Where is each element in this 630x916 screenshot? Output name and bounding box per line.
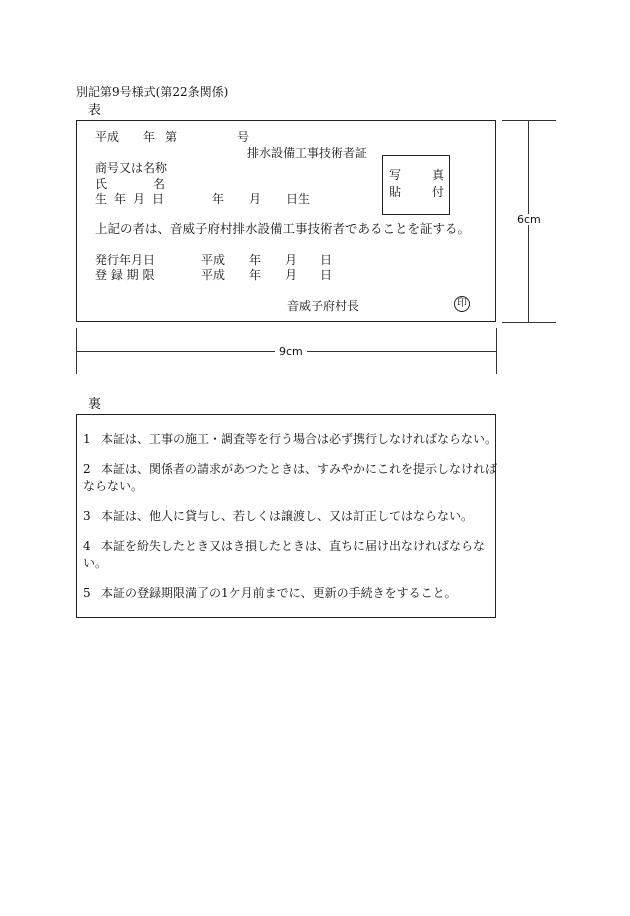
note-5-text: 本証の登録期限満了の1ケ月前までに、更新の手続きをすること。	[101, 586, 457, 600]
card-title: 排水設備工事技術者証	[247, 146, 368, 160]
form-title: 別記第9号様式(第22条関係)	[76, 85, 229, 99]
note-3	[83, 508, 498, 525]
expiry-label: 登 録 期 限	[95, 268, 155, 282]
width-dim-label: 9cm	[275, 346, 307, 357]
shogo-label: 商号又は名称	[95, 161, 168, 175]
birth-label-3: 月	[133, 192, 146, 206]
photo-label-4: 付	[432, 185, 445, 199]
front-dai-label: 第	[165, 130, 178, 144]
note-2-text: 本証は、関係者の請求があつたときは、すみやかにこれを提示しなければならない。	[83, 462, 498, 493]
note-5-number: 5	[83, 586, 91, 600]
birth-label-2: 年	[114, 192, 127, 206]
name-label-1: 氏	[95, 177, 108, 191]
issued-year: 年	[249, 253, 262, 267]
note-2	[83, 461, 498, 495]
note-3-text: 本証は、他人に貸与し、若しくは譲渡し、又は訂正してはならない。	[101, 509, 474, 523]
birth-label-1: 生	[95, 192, 108, 206]
issued-era: 平成	[201, 253, 226, 267]
issued-label: 発行年月日	[95, 253, 156, 267]
height-dim-bottom-line	[502, 322, 556, 323]
certify-text: 上記の者は、音威子府村排水設備工事技術者であることを証する。	[95, 221, 471, 236]
seal-mark: 印	[454, 296, 470, 312]
note-4-number: 4	[83, 539, 91, 553]
note-2-number: 2	[83, 462, 91, 476]
front-heading: 表	[88, 103, 102, 118]
front-go-label: 号	[237, 130, 250, 144]
front-year-label: 年	[143, 130, 156, 144]
note-1-number: 1	[83, 432, 91, 446]
back-heading: 裏	[88, 397, 102, 412]
note-1-text: 本証は、工事の施工・調査等を行う場合は必ず携行しなければならない。	[101, 432, 498, 446]
issued-month: 月	[285, 253, 298, 267]
note-4-text: 本証を紛失したとき又はき損したときは、直ちに届け出なければならない。	[83, 539, 486, 570]
note-3-number: 3	[83, 509, 91, 523]
birth-day: 日生	[286, 192, 311, 206]
photo-label-1: 写	[389, 168, 402, 182]
name-label-2: 名	[153, 177, 166, 191]
expiry-month: 月	[285, 268, 298, 282]
birth-year: 年	[212, 192, 225, 206]
expiry-era: 平成	[201, 268, 226, 282]
photo-label-2: 真	[432, 168, 445, 182]
note-4	[83, 538, 498, 572]
front-era-label: 平成	[95, 130, 120, 144]
birth-label-4: 日	[152, 192, 165, 206]
height-dim-label: 6cm	[513, 214, 545, 225]
note-5	[83, 585, 498, 602]
note-1	[83, 431, 498, 448]
width-dim-right-line	[496, 328, 497, 374]
expiry-day: 日	[320, 268, 333, 282]
height-dim-top-line	[502, 120, 556, 121]
issued-day: 日	[320, 253, 333, 267]
birth-month: 月	[249, 192, 262, 206]
expiry-year: 年	[249, 268, 262, 282]
issuer-label: 音威子府村長	[287, 299, 360, 313]
photo-label-3: 貼	[389, 185, 402, 199]
